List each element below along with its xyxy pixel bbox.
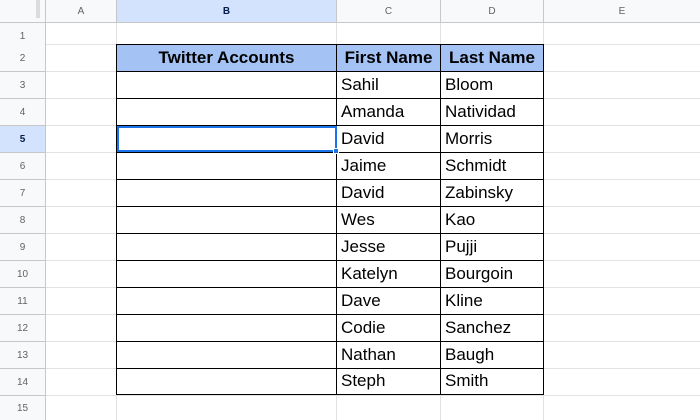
select-all-corner[interactable]: [0, 0, 46, 23]
cell-last-name[interactable]: Morris: [441, 126, 544, 153]
row-header-4[interactable]: 4: [0, 99, 46, 126]
row-header-5[interactable]: 5: [0, 126, 46, 153]
cell-first-name[interactable]: Sahil: [337, 72, 441, 99]
fill-handle[interactable]: [333, 148, 339, 154]
row-header-13[interactable]: 13: [0, 342, 46, 369]
header-last-name[interactable]: Last Name: [441, 45, 544, 72]
cell-last-name[interactable]: Natividad: [441, 99, 544, 126]
cell-twitter-account[interactable]: [117, 72, 337, 99]
cell-last-name[interactable]: Bloom: [441, 72, 544, 99]
cell-last-name[interactable]: Bourgoin: [441, 261, 544, 288]
header-first-name[interactable]: First Name: [337, 45, 441, 72]
cell-twitter-account[interactable]: [117, 234, 337, 261]
cell-last-name[interactable]: Smith: [441, 369, 544, 395]
cell-last-name[interactable]: Zabinsky: [441, 180, 544, 207]
row-header-10[interactable]: 10: [0, 261, 46, 288]
cell-twitter-account[interactable]: [117, 315, 337, 342]
row-header-9[interactable]: 9: [0, 234, 46, 261]
cell-twitter-account[interactable]: [117, 261, 337, 288]
row-header-6[interactable]: 6: [0, 153, 46, 180]
cell-first-name[interactable]: Dave: [337, 288, 441, 315]
cell-first-name[interactable]: Nathan: [337, 342, 441, 369]
row-header-8[interactable]: 8: [0, 207, 46, 234]
cell-twitter-account[interactable]: [117, 99, 337, 126]
cell-twitter-account[interactable]: [117, 153, 337, 180]
column-header-b[interactable]: B: [117, 0, 337, 23]
cell-first-name[interactable]: David: [337, 126, 441, 153]
row-header-2[interactable]: 2: [0, 45, 46, 72]
cell-twitter-account[interactable]: [117, 207, 337, 234]
cell-first-name[interactable]: David: [337, 180, 441, 207]
row-header-7[interactable]: 7: [0, 180, 46, 207]
cell-twitter-account[interactable]: [117, 369, 337, 395]
cell-first-name[interactable]: Wes: [337, 207, 441, 234]
row-header-15[interactable]: 15: [0, 396, 46, 420]
cell-first-name[interactable]: Jesse: [337, 234, 441, 261]
column-header-c[interactable]: C: [337, 0, 441, 23]
row-header-1[interactable]: 1: [0, 23, 46, 50]
cell-last-name[interactable]: Kao: [441, 207, 544, 234]
column-header-e[interactable]: E: [544, 0, 700, 23]
gridline: [46, 395, 700, 396]
header-twitter-accounts[interactable]: Twitter Accounts: [117, 45, 337, 72]
active-cell-selection[interactable]: [117, 126, 337, 152]
row-header-11[interactable]: 11: [0, 288, 46, 315]
cell-first-name[interactable]: Jaime: [337, 153, 441, 180]
cell-last-name[interactable]: Kline: [441, 288, 544, 315]
column-header-a[interactable]: A: [46, 0, 117, 23]
freeze-handle[interactable]: [36, 0, 40, 18]
row-header-14[interactable]: 14: [0, 369, 46, 396]
cell-last-name[interactable]: Schmidt: [441, 153, 544, 180]
column-header-d[interactable]: D: [441, 0, 544, 23]
cell-last-name[interactable]: Pujji: [441, 234, 544, 261]
cell-last-name[interactable]: Sanchez: [441, 315, 544, 342]
cell-first-name[interactable]: Amanda: [337, 99, 441, 126]
row-header-12[interactable]: 12: [0, 315, 46, 342]
cell-last-name[interactable]: Baugh: [441, 342, 544, 369]
cell-twitter-account[interactable]: [117, 342, 337, 369]
cell-first-name[interactable]: Katelyn: [337, 261, 441, 288]
cell-twitter-account[interactable]: [117, 180, 337, 207]
cell-first-name[interactable]: Codie: [337, 315, 441, 342]
cell-twitter-account[interactable]: [117, 288, 337, 315]
cell-first-name[interactable]: Steph: [337, 369, 441, 395]
row-header-3[interactable]: 3: [0, 72, 46, 99]
